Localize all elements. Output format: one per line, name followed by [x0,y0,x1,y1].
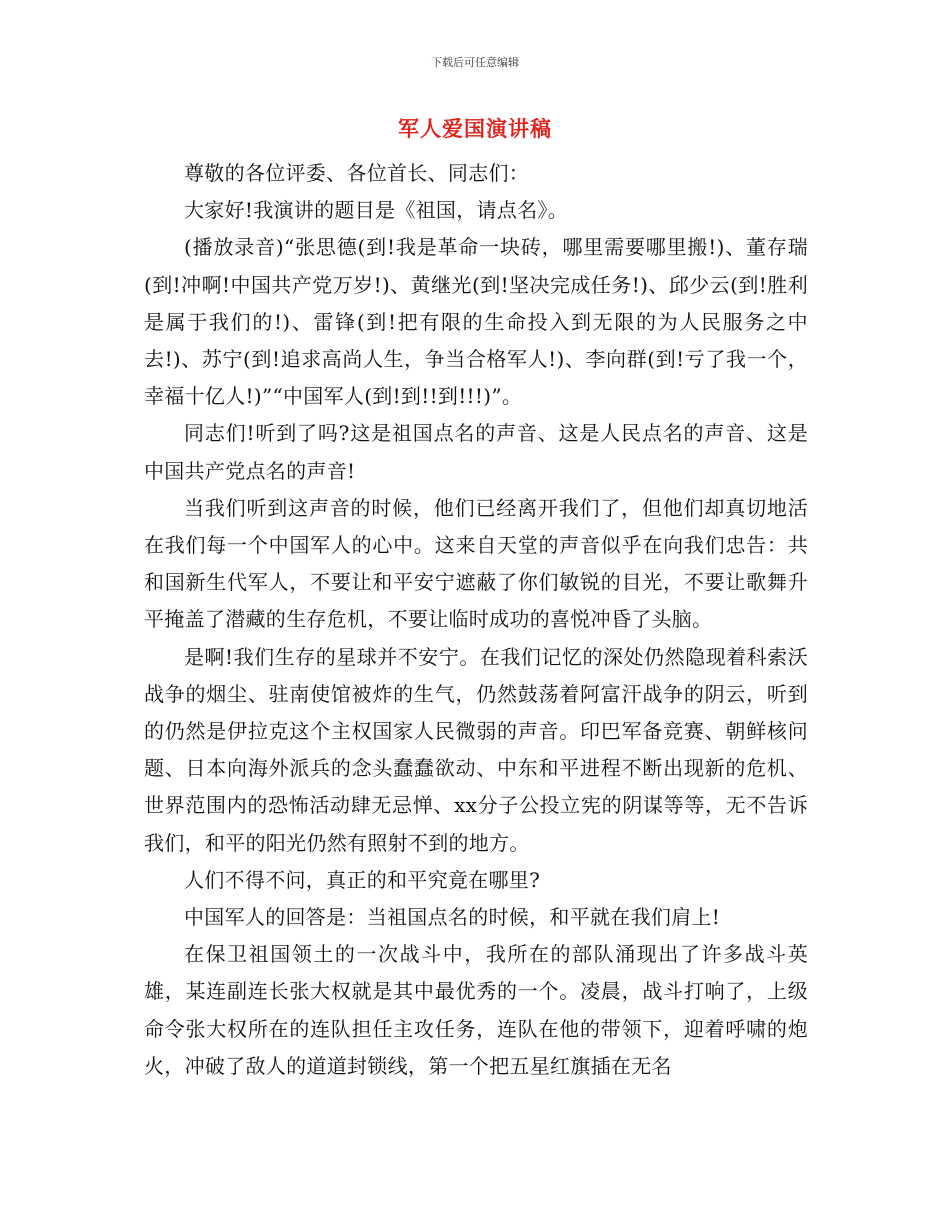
paragraph-question: 同志们!听到了吗?这是祖国点名的声音、这是人民点名的声音、这是中国共产党点名的声音! [144,421,808,483]
paragraph-roll-call: (播放录音)“张思德(到!我是革命一块砖，哪里需要哪里搬!)、董存瑞(到!冲啊!中国共产党万岁!)、黄继光(到!坚决完成任务!)、邱少云(到!胜利是属于我们的!)、雷锋(到!把有限的生命投入到无限的为人民服务之中去!)、苏宁(到!追求高尚人生，争当合格军人!)、李向群(到!亏了我一个，幸福十亿人!)”“中国军人(到!到!!到!!!)”。 [144,235,808,409]
header-note: 下载后可任意编辑 [431,56,519,69]
paragraph-salutation: 尊敬的各位评委、各位首长、同志们： [184,161,530,185]
document-title: 军人爱国演讲稿 [398,116,552,141]
paragraph-greeting: 大家好!我演讲的题目是《祖国，请点名》。 [184,198,569,223]
paragraph-battle-story: 在保卫祖国领土的一次战斗中，我所在的部队涌现出了许多战斗英雄，某连副连长张大权就是其中最优秀的一个。凌晨，战斗打响了，上级命令张大权所在的连队担任主攻任务，连队在他的带领下，迎着呼啸的炮火，冲破了敌人的道道封锁线，第一个把五星红旗插在无名 [144,942,808,1078]
paragraph-voice-from-heaven: 当我们听到这声音的时候，他们已经离开我们了，但他们却真切地活在我们每一个中国军人的心中。这来自天堂的声音似乎在向我们忠告：共和国新生代军人，不要让和平安宁遮蔽了你们敏锐的目光，不要让歌舞升平掩盖了潜藏的生存危机，不要让临时成功的喜悦冲昏了头脑。 [144,495,808,632]
document-body [144,155,808,1085]
paragraph-where-is-peace: 人们不得不问，真正的和平究竟在哪里? [184,867,541,892]
paragraph-unstable-world: 是啊!我们生存的星球并不安宁。在我们记忆的深处仍然隐现着科索沃战争的烟尘、驻南使馆被炸的生气，仍然鼓荡着阿富汗战争的阴云，听到的仍然是伊拉克这个主权国家人民微弱的声音。印巴军备竞赛、朝鲜核问题、日本向海外派兵的念头蠢蠢欲动、中东和平进程不断出现新的危机、世界范围内的恐怖活动肆无忌惮、xx分子公投立宪的阴谋等等，无不告诉我们，和平的阳光仍然有照射不到的地方。 [144,644,808,855]
paragraph-soldiers-answer: 中国军人的回答是：当祖国点名的时候，和平就在我们肩上! [184,905,721,930]
